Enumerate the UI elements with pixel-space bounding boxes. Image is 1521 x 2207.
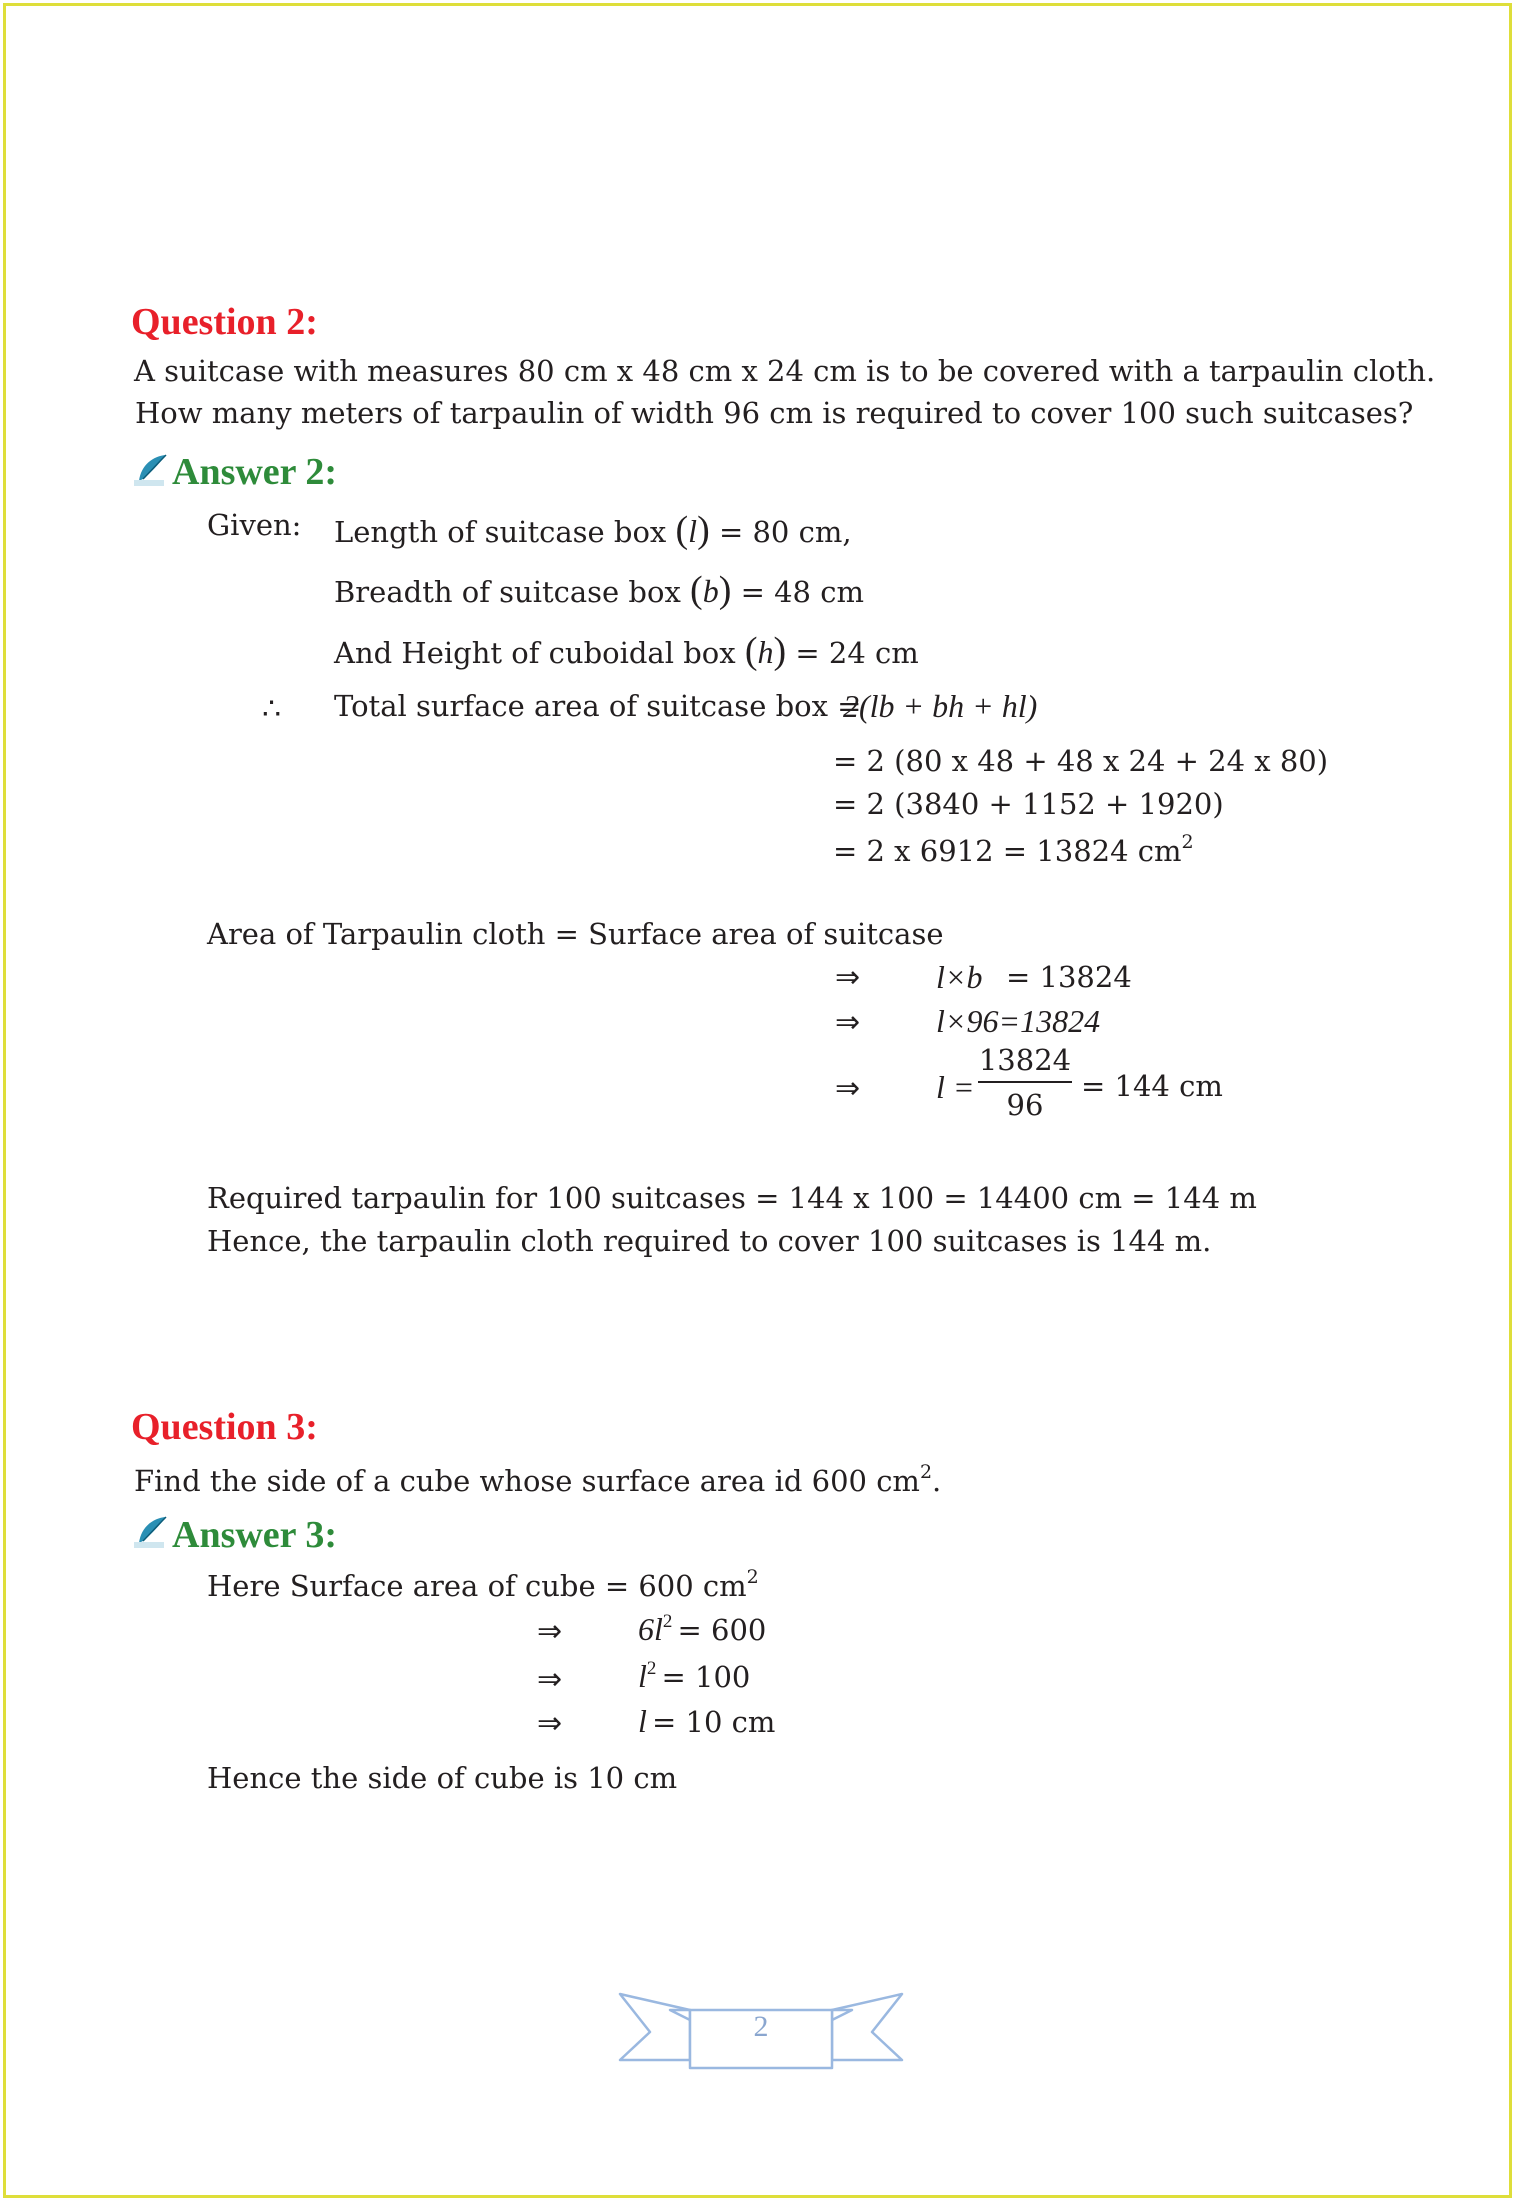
question-2-heading: Question 2: <box>131 301 318 343</box>
area-statement: Area of Tarpaulin cloth = Surface area of suitcase <box>207 917 944 951</box>
height-line: And Height of cuboidal box (h) = 24 cm <box>334 630 919 672</box>
a3-eq2 <box>638 1658 750 1695</box>
question-3-text <box>134 1463 941 1496</box>
breadth-line: Breadth of suitcase box (b) = 48 cm <box>334 569 864 611</box>
answer-quill-icon <box>133 453 169 487</box>
length-label: Length of suitcase box <box>334 515 667 549</box>
length-var: l <box>688 513 698 549</box>
a3-eq2-rhs: = 100 <box>661 1660 751 1694</box>
a3-eq1-superscript: 2 <box>662 1611 673 1632</box>
answer-2-conclusion: Hence, the tarpaulin cloth required to cover 100 suitcases is 144 m. <box>207 1224 1212 1258</box>
required-tarpaulin: Required tarpaulin for 100 suitcases = 144 x 100 = 14400 cm = 144 m <box>207 1181 1257 1215</box>
height-value: = 24 cm <box>795 636 919 670</box>
therefore-symbol: ∴ <box>262 692 282 727</box>
tsa-formula: 2(lb + bh + hl) <box>843 688 1038 724</box>
a3-eq3 <box>638 1703 775 1740</box>
eq3-denominator: 96 <box>1006 1088 1044 1122</box>
eq3-numerator: 13824 <box>978 1043 1072 1077</box>
question-3-text-main: Find the side of a cube whose surface area id 600 cm <box>134 1464 920 1498</box>
tsa-step3 <box>833 833 1194 866</box>
answer-2-heading: Answer 2: <box>172 451 338 493</box>
tsa-step1: = 2 (80 x 48 + 48 x 24 + 24 x 80) <box>833 744 1329 778</box>
implies-symbol-4: ⇒ <box>537 1614 563 1649</box>
implies-symbol-5: ⇒ <box>537 1662 563 1697</box>
eq1-rhs: = 13824 <box>1006 960 1132 994</box>
eq2: l×96=13824 <box>936 1003 1101 1039</box>
question-2-text-line2: How many meters of tarpaulin of width 96 cm is required to cover 100 such suitcases? <box>135 396 1414 430</box>
eq1-lhs: l×b <box>936 959 983 995</box>
a3-eq1-lhs: 6l <box>638 1611 663 1647</box>
answer-3-conclusion: Hence the side of cube is 10 cm <box>207 1761 678 1795</box>
question-3-heading: Question 3: <box>131 1406 318 1448</box>
eq3-rhs: = 144 cm <box>1081 1069 1223 1103</box>
a3-eq3-rhs: = 10 cm <box>651 1705 776 1739</box>
page-number: 2 <box>753 2010 769 2043</box>
height-label: And Height of cuboidal box <box>334 636 736 670</box>
tsa-step3-superscript: 2 <box>1181 831 1194 853</box>
implies-symbol-2: ⇒ <box>835 1005 861 1040</box>
question-2-text-line1: A suitcase with measures 80 cm x 48 cm x 24 cm is to be covered with a tarpaulin cloth. <box>134 354 1436 388</box>
tsa-step2: = 2 (3840 + 1152 + 1920) <box>833 787 1224 821</box>
question-3-superscript: 2 <box>919 1461 933 1483</box>
answer-3-statement-superscript: 2 <box>746 1566 759 1588</box>
breadth-value: = 48 cm <box>740 575 864 609</box>
a3-eq1-rhs: = 600 <box>677 1613 767 1647</box>
eq3-lhs: l = <box>936 1069 975 1105</box>
answer-3-heading: Answer 3: <box>172 1514 338 1556</box>
given-label: Given: <box>207 508 302 542</box>
answer-3-statement-text: Here Surface area of cube = 600 cm <box>207 1569 747 1603</box>
a3-eq2-superscript: 2 <box>646 1658 657 1679</box>
implies-symbol-1: ⇒ <box>835 960 861 995</box>
length-line: Length of suitcase box (l) = 80 cm, <box>334 509 852 551</box>
breadth-var: b <box>702 573 719 609</box>
a3-eq1 <box>638 1611 766 1648</box>
implies-symbol-3: ⇒ <box>835 1071 861 1106</box>
implies-symbol-6: ⇒ <box>537 1706 563 1741</box>
breadth-label: Breadth of suitcase box <box>334 575 681 609</box>
tsa-step3-text: = 2 x 6912 = 13824 cm <box>833 834 1182 868</box>
tsa-label: Total surface area of suitcase box = <box>334 689 862 723</box>
a3-eq2-lhs: l <box>638 1658 647 1694</box>
answer-quill-icon <box>133 1515 169 1549</box>
a3-eq3-lhs: l <box>638 1703 647 1739</box>
answer-3-statement <box>207 1568 759 1601</box>
question-3-text-end: . <box>932 1464 942 1498</box>
eq3-fraction <box>978 1043 1072 1122</box>
length-value: = 80 cm, <box>718 515 852 549</box>
height-var: h <box>757 634 774 670</box>
